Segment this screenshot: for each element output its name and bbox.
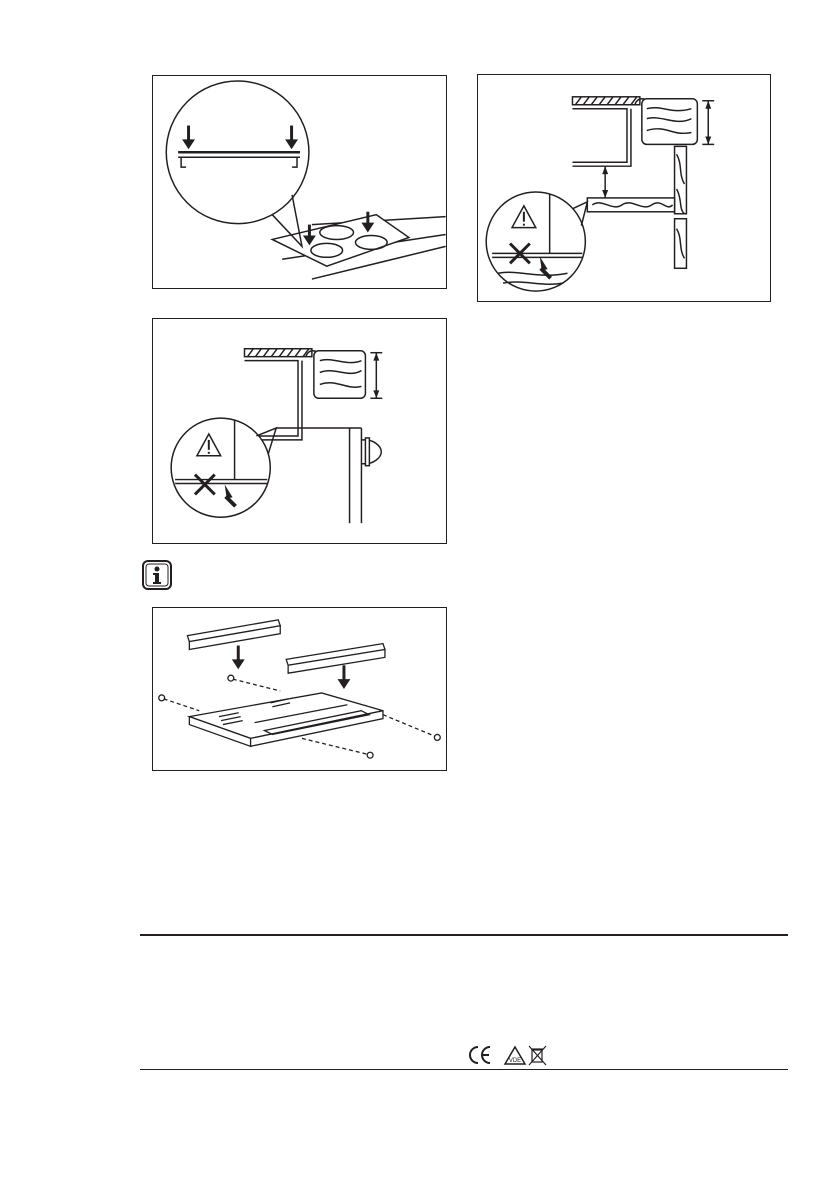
- conformity-marks: [466, 1044, 550, 1066]
- section-rule-bottom: [140, 1069, 788, 1070]
- figure-protection-box: [152, 607, 447, 771]
- hob-insertion-illustration: [153, 76, 446, 288]
- svg-text:VDE: VDE: [508, 1058, 522, 1064]
- crossed-bin-icon: [529, 1046, 546, 1065]
- clearance-shelf-illustration: [478, 75, 770, 301]
- info-icon: [142, 560, 172, 590]
- vde-mark-icon: [505, 1047, 525, 1064]
- figure-clearance-door: [152, 318, 447, 544]
- figure-clearance-shelf: [477, 74, 771, 302]
- ce-mark-icon: [470, 1047, 490, 1063]
- figure-hob-insertion: [152, 75, 447, 289]
- protection-box-illustration: [153, 608, 446, 770]
- section-rule-top: [140, 934, 788, 936]
- clearance-door-illustration: [153, 319, 446, 543]
